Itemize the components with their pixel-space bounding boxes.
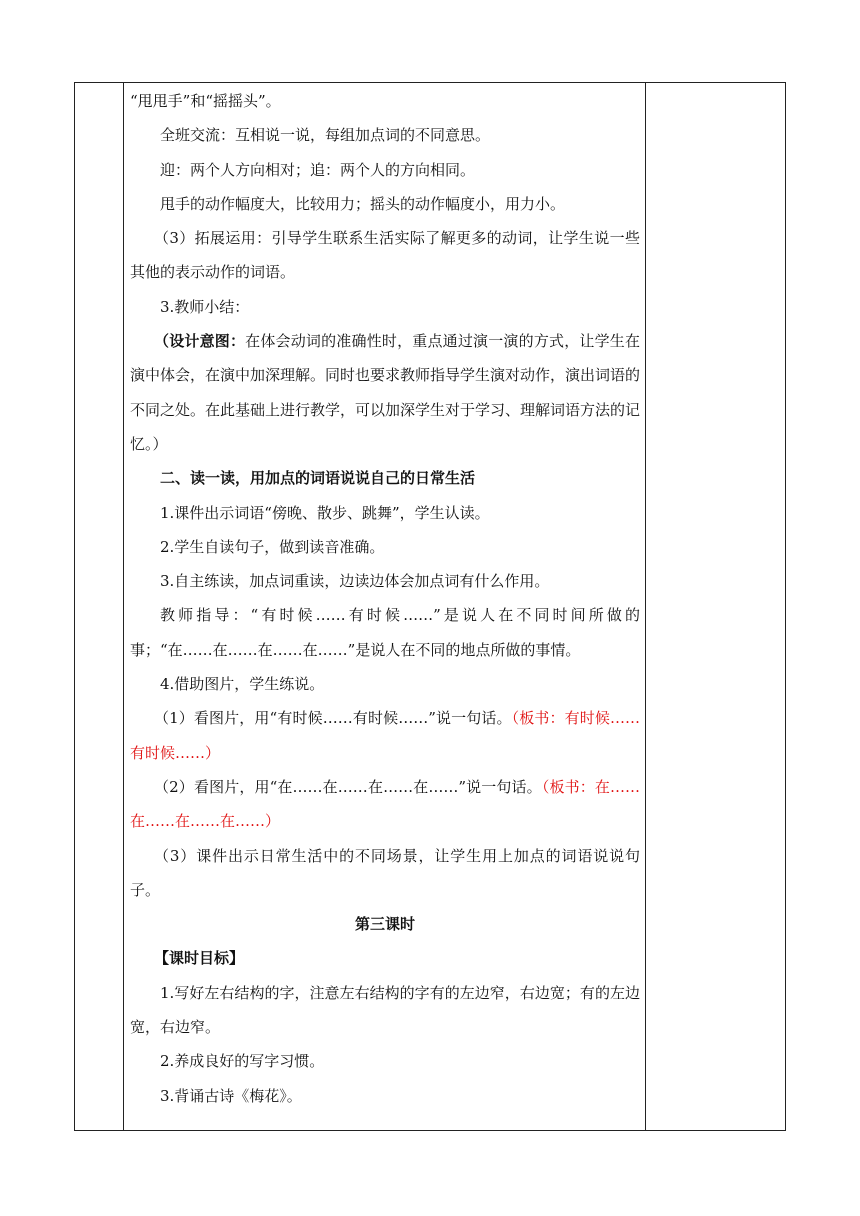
goal-heading: 【课时目标】 bbox=[154, 949, 245, 968]
goal-item: 2.养成良好的写字习惯。 bbox=[160, 1052, 325, 1071]
paragraph: 4.借助图片，学生练说。 bbox=[160, 675, 325, 694]
paragraph: 全班交流：互相说一说，每组加点词的不同意思。 bbox=[160, 126, 491, 145]
paragraph: 1.课件出示词语“傍晚、散步、跳舞”，学生认读。 bbox=[160, 503, 490, 522]
design-intent-label: （设计意图： bbox=[154, 332, 246, 351]
paragraph: “甩甩手”和“摇摇头”。 bbox=[130, 92, 281, 110]
paragraph bbox=[130, 770, 640, 839]
paragraph bbox=[130, 701, 640, 770]
paragraph: 迎：两个人方向相对；追：两个人的方向相同。 bbox=[160, 160, 476, 179]
table-column-divider-left bbox=[123, 83, 124, 1130]
goal-item: 3.背诵古诗《梅花》。 bbox=[160, 1086, 302, 1105]
design-intent-paragraph bbox=[130, 324, 640, 461]
blackboard-note: （板书：在……在……在……在……） bbox=[130, 777, 640, 831]
paragraph: 甩手的动作幅度大，比较用力；摇头的动作幅度小，用力小。 bbox=[160, 194, 566, 213]
design-intent-body: 在体会动词的准确性时，重点通过演一演的方式，让学生在演中体会，在演中加深理解。同时也要求教师指导学生演对动作，演出词语的不同之处。在此基础上进行教学，可以加深学生对于学习、理解词语方法的记忆。） bbox=[130, 332, 641, 453]
paragraph: 教师指导：“有时候……有时候……”是说人在不同时间所做的事；“在……在……在……在……”是说人在不同的地点所做的事情。 bbox=[130, 606, 640, 659]
paragraph: 2.学生自读句子，做到读音准确。 bbox=[160, 537, 385, 556]
table-column-divider-right bbox=[645, 83, 646, 1130]
lesson-title: 第三课时 bbox=[354, 915, 415, 934]
paragraph-text: （2）看图片，用“在……在……在……在……”说一句话。 bbox=[154, 777, 542, 796]
goal-item: 1.写好左右结构的字，注意左右结构的字有的左边窄，右边宽；有的左边宽，右边窄。 bbox=[130, 983, 640, 1037]
paragraph: （3）课件出示日常生活中的不同场景，让学生用上加点的词语说说句子。 bbox=[130, 846, 640, 899]
paragraph: 3.教师小结： bbox=[160, 297, 250, 316]
section-heading: 二、读一读，用加点的词语说说自己的日常生活 bbox=[160, 469, 476, 488]
paragraph-text: （1）看图片，用“有时候……有时候……”说一句话。 bbox=[154, 709, 512, 728]
blackboard-note: （板书：有时候……有时候……） bbox=[130, 709, 640, 762]
paragraph: 3.自主练读，加点词重读，边读边体会加点词有什么作用。 bbox=[160, 572, 550, 591]
lesson-content bbox=[130, 84, 640, 1113]
paragraph: （3）拓展运用：引导学生联系生活实际了解更多的动词，让学生说一些其他的表示动作的词语。 bbox=[130, 229, 640, 282]
